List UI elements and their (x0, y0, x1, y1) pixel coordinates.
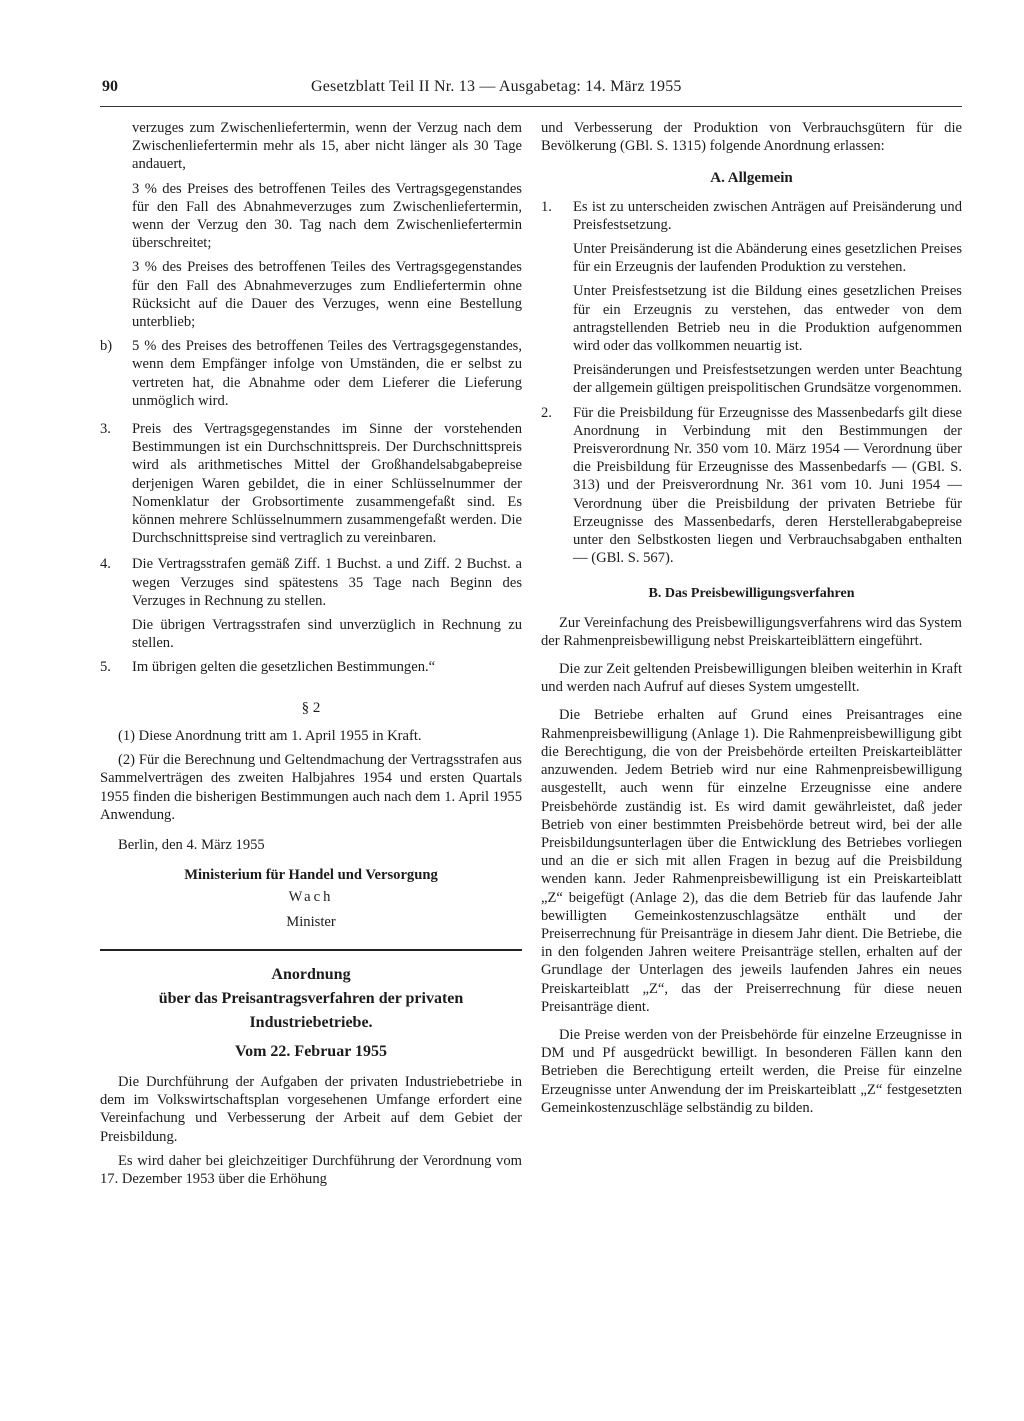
paragraph: Unter Preisänderung ist die Abänderung eines gesetzlichen Preises für ein Erzeugnis der laufenden Produktion zu verstehen. (573, 241, 962, 276)
paragraph: 3 % des Preises des betroffenen Teiles des Vertragsgegenstandes für den Fall des Abnahmeverzuges zum Endliefertermin ohne Rücksicht auf die Dauer des Verzuges, wenn eine Bestellung unterblieb; (132, 259, 522, 331)
list-label: 3. (100, 421, 111, 438)
list-text: Im übrigen gelten die gesetzlichen Bestimmungen.“ (132, 659, 436, 676)
list-item-2 (541, 404, 962, 568)
paragraph: verzuges zum Zwischenliefertermin, wenn der Verzug nach dem Zwischenliefertermin mehr als 15, aber nicht länger als 30 Tage andauert, (132, 120, 522, 173)
paragraph: Es wird daher bei gleichzeitiger Durchführung der Verordnung vom 17. Dezember 1953 über die Erhöhung (100, 1152, 522, 1187)
list-label: b) (100, 338, 113, 355)
page-number: 90 (102, 78, 118, 95)
list-text: Für die Preisbildung für Erzeugnisse des Massenbedarfs gilt diese Anordnung in Verbindung mit den Bestimmungen der Preisverordnung Nr. 350 vom 10. März 1954 — Verordnung über die Preisbildung für Erzeugnisse des Massenbedarfs — (GBl. S. 313) und der Preisverordnung Nr. 361 vom 10. Juni 1954 — Verordnung über die Preisbildung der privaten Betriebe für Erzeugnisse des Massenbedarfs, deren Herstellerabgabepreise unter den Selbstkosten liegen und Verbrauchsabgaben enthalten — (GBl. S. 567). (573, 404, 962, 567)
paragraph: (2) Für die Berechnung und Geltendmachung der Vertragsstrafen aus Sammelverträgen des zweiten Halbjahres 1954 und ersten Quartals 1955 finden die bisherigen Bestimmungen auch nach dem 1. April 1955 Anwendung. (100, 752, 522, 823)
list-item-5 (100, 658, 522, 676)
document-title: Industriebetriebe. (249, 1013, 373, 1031)
paragraph: Die Durchführung der Aufgaben der privaten Industriebetriebe in dem im Volkswirtschaftsplan vorgesehenen Umfange erfordert eine Vereinfachung und Verbesserung der Arbeit auf dem Gebiet der Preisbildung. (100, 1073, 522, 1145)
list-text: Die Vertragsstrafen gemäß Ziff. 1 Buchst. a und Ziff. 2 Buchst. a wegen Verzuges sind spätestens 35 Tage nach Beginn des Verzuges in Rechnung zu stellen. (132, 556, 522, 609)
paragraph: Preisänderungen und Preisfestsetzungen werden unter Beachtung der allgemein gültigen preispolitischen Grundsätze vorgenommen. (573, 362, 962, 397)
paragraph: Die Preise werden von der Preisbehörde für einzelne Erzeugnisse in DM und Pf ausgedrückt bewilligt. In besonderen Fällen kann den Betrieben die Berechtigung erteilt werden, die Preise für einzelne Erzeugnisse unter Anwendung der im Preiskarteiblatt „Z“ festgesetzten Gemeinkostenzuschläge selbständig zu bilden. (541, 1026, 962, 1116)
list-text: Es ist zu unterscheiden zwischen Anträgen auf Preisänderung und Preisfestsetzung. (573, 198, 962, 233)
right-column (541, 119, 962, 1123)
header-title: Gesetzblatt Teil II Nr. 13 — Ausgabetag: 14. März 1955 (311, 78, 682, 95)
paragraph: (1) Diese Anordnung tritt am 1. April 1955 in Kraft. (118, 727, 422, 744)
list-label: 2. (541, 404, 552, 421)
paragraph: Die übrigen Vertragsstrafen sind unverzüglich in Rechnung zu stellen. (132, 617, 522, 652)
divider-rule (100, 949, 522, 951)
list-label: 4. (100, 556, 111, 573)
signer-role: Minister (286, 913, 336, 930)
list-item-b (100, 337, 522, 410)
list-item-3 (100, 420, 522, 547)
list-item-4 (100, 555, 522, 610)
paragraph: Die zur Zeit geltenden Preisbewilligungen bleiben weiterhin in Kraft und werden nach Aufruf auf dieses System umgestellt. (541, 661, 962, 696)
section-heading: B. Das Preisbewilligungsverfahren (648, 586, 855, 602)
paragraph: und Verbesserung der Produktion von Verbrauchsgütern für die Bevölkerung (GBl. S. 1315) folgende Anordnung erlassen: (541, 120, 962, 155)
list-label: 5. (100, 659, 111, 676)
page-header (102, 78, 682, 100)
section-heading: § 2 (301, 699, 321, 716)
header-rule (100, 106, 962, 107)
place-date: Berlin, den 4. März 1955 (118, 836, 265, 853)
paragraph: Zur Vereinfachung des Preisbewilligungsverfahrens wird das System der Rahmenpreisbewilligung nebst Preiskarteiblättern eingeführt. (541, 614, 962, 649)
signer-name: Wach (288, 889, 334, 906)
list-label: 1. (541, 198, 552, 215)
paragraph: 3 % des Preises des betroffenen Teiles des Vertragsgegenstandes für den Fall des Abnahmeverzuges zum Zwischenliefertermin, wenn der Verzug den 30. Tag nach dem Zwischenliefertermin überschreitet; (132, 180, 522, 252)
left-column (100, 119, 522, 1194)
document-title: über das Preisantragsverfahren der privaten (158, 989, 464, 1007)
paragraph: Die Betriebe erhalten auf Grund eines Preisantrages eine Rahmenpreisbewilligung (Anlage 1). Die Rahmenpreisbewilligung gibt die Berechtigung, die von der Preisbehörde erteilten Preiskarteiblätter anzuwenden. Jedem Betrieb wird nur eine Rahmenpreisbewilligung ausgestellt, auch wenn für einzelne Erzeugnisse eine andere Preisbehörde zuständig ist. Es wird damit gewährleistet, daß jeder Betrieb von einer bestimmten Preisbehörde betreut wird, bei der alle Preisbildungsunterlagen über die Entwicklung des Betriebes vorliegen und an die er sich mit allen Fragen in bezug auf die Preisbildung wenden kann. Jeder Rahmenpreisbewilligung ist ein Preiskarteiblatt „Z“ beigefügt (Anlage 2), das die dem Betrieb für das laufende Jahr bewilligten Gemeinkostenzuschlagsätze enthält und der Preiserrechnung für Preisanträge in diesem Jahr dient. Die Betriebe, die in den folgenden Jahren weitere Preisanträge stellen, erhalten auf der Grundlage der Unterlagen des jeweils laufenden Jahres ein neues Preiskarteiblatt „Z“, das der Preiserrechnung für diese neuen Preisanträge dient. (541, 707, 962, 1015)
ministry-name: Ministerium für Handel und Versorgung (184, 867, 438, 884)
paragraph: Unter Preisfestsetzung ist die Bildung eines gesetzlichen Preises für ein Erzeugnis zu verstehen, das entweder von dem antragstellenden Betrieb neu in die Produktion aufgenommen wird oder das vollkommen neuartig ist. (573, 283, 962, 355)
list-text: 5 % des Preises des betroffenen Teiles des Vertragsgegenstandes, wenn dem Empfänger infolge von Umständen, die er selbst zu vertreten hat, die Abnahme oder dem Lieferer die Lieferung unmöglich wird. (132, 338, 522, 409)
section-heading: A. Allgemein (710, 170, 793, 187)
list-item-1 (541, 198, 962, 234)
document-title: Anordnung (271, 965, 351, 983)
list-text: Preis des Vertragsgegenstandes im Sinne der vorstehenden Bestimmungen ist ein Durchschnittspreis. Der Durchschnittspreis wird als arithmetisches Mittel der Großhandelsabgabepreise derjenigen Waren gebildet, die in einer Schlüsselnummer der Nomenklatur der Grobsortimente zusammengefaßt sind. Es können mehrere Schlüsselnummern zusammengefaßt werden. Die Durchschnittspreise sind vertraglich zu vereinbaren. (132, 421, 522, 547)
document-date: Vom 22. Februar 1955 (235, 1042, 387, 1060)
